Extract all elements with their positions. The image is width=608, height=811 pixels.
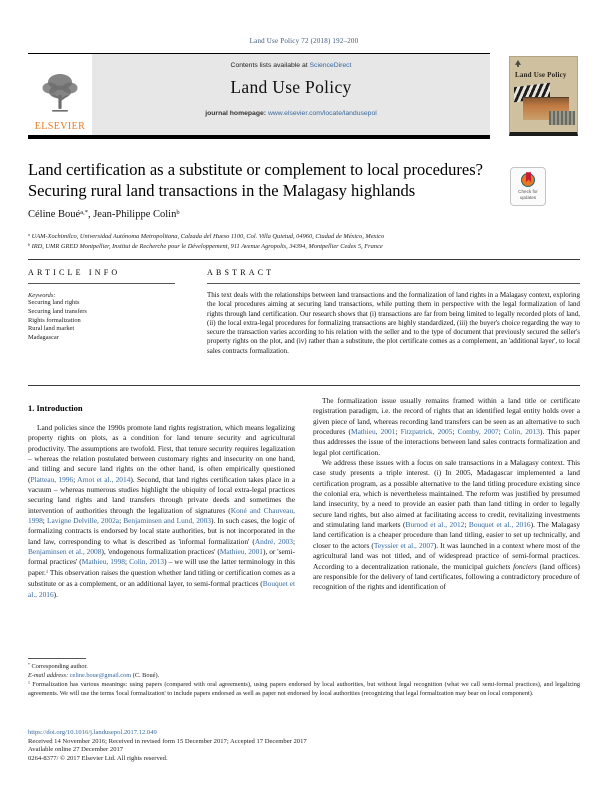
text-segment: ). It was launched in a context where most of the agricultural land was not titled, and of widespread practice of semi-formal practices. According to a decentralization rationale, the municipal <box>313 540 580 571</box>
text-segment: 1 <box>45 568 49 574</box>
citation-link[interactable]: Fitzpatrick, 2005 <box>400 427 453 437</box>
issn-copyright: 0264-8377/ © 2017 Elsevier Ltd. All rights reserved. <box>28 754 168 762</box>
text-segment: This observation raises the question whether land titling or certification comes as a substitute or as a complement, or an additional layer, to semi-formal practices ( <box>28 567 295 589</box>
citation-link[interactable]: Benjaminsen et al., 2008 <box>28 547 102 557</box>
text-segment: ; <box>42 516 47 526</box>
text-segment: ; <box>395 427 401 437</box>
text-segment: ), or 'semi-formal practices' ( <box>28 547 295 567</box>
available-online: Available online 27 December 2017 <box>28 746 124 753</box>
paragraph <box>28 423 295 600</box>
citation-link[interactable]: Teyssier et al., 2007 <box>373 540 434 550</box>
citation-link[interactable]: Burnod et al., 2012 <box>405 520 465 530</box>
article-info-rule <box>28 283 175 284</box>
text-segment: Corresponding author. <box>29 663 88 670</box>
citation-link[interactable]: Mathieu, 2001 <box>219 547 263 557</box>
affiliation-b <box>28 242 384 252</box>
check-for-updates-label: Check for updates <box>518 189 538 200</box>
footnote-1 <box>28 681 580 698</box>
text-segment: ; <box>73 474 78 484</box>
text-segment: ; <box>292 536 295 546</box>
keyword: Securing land transfers <box>28 307 87 315</box>
citation-link[interactable]: Mathieu, 2001 <box>351 427 396 437</box>
article-info-column <box>28 268 175 356</box>
text-segment: E-mail address: <box>28 671 70 679</box>
article-info-heading: ARTICLE INFO <box>28 268 121 277</box>
article-title-line2: Securing rural land transactions in the Malagasy highlands <box>28 181 416 200</box>
info-abstract-section <box>28 268 580 356</box>
text-segment: (land offices) are responsible for the delivery of land certificates, following a contradictory procedure of recognition of the rights and identification of <box>313 561 580 592</box>
email-line <box>28 672 580 681</box>
text-segment: ). In such cases, the logic of formalizing contracts is endorsed by local state authorities, but is not incorporated in the land law, corresponding to what is described as 'informal formalization' ( <box>28 516 295 546</box>
affiliation-a <box>28 232 384 242</box>
text-segment: ; <box>119 516 124 526</box>
text-segment: ), 'endogenous formalization practices' ( <box>101 547 220 557</box>
journal-title: Land Use Policy <box>230 77 352 97</box>
abstract-column <box>207 268 580 356</box>
citation-link[interactable]: Bouquet et al., 2016 <box>468 520 531 530</box>
text-segment: journal homepage: <box>205 110 268 117</box>
text-segment: ; <box>498 427 504 437</box>
citation-link[interactable]: Colin, 2013 <box>129 557 165 567</box>
text-segment: ; <box>464 520 469 530</box>
journal-citation: Land Use Policy 72 (2018) 192–200 <box>249 37 359 45</box>
text-segment: ). Second, that land rights certification takes place in a vacuum – whereas numerous studies highlight the ubiquity of local extra-legal practices securing land rights and land transfers through private deeds and sometimes the intervention of authorities through the legalization of signatures ( <box>28 474 295 515</box>
text-segment: b <box>28 241 30 247</box>
text-segment: ). The Malagasy land certification is a cheaper procedure than land titling, easier to set up technically, and closer to the actors ( <box>313 520 581 550</box>
footnote-rule <box>28 658 86 659</box>
text-segment: We address these issues with a focus on sale transactions in a Malagasy context. This case study presents a triple interest. (i) In 2005, Madagascar implemented a land certification program, as a possible alternative to the land titling procedure existing since the colonial era, which is nevertheless maintained. The reform was justified by presumed land insecurity, by a need to provide an easier path than land titling in order to legally secure land rights, but also aimed at facilitating access to credit, revitalizing investments and stimulating land markets ( <box>313 458 580 530</box>
text-segment: UAM-Xochimilco, Universidad Autónoma Metropolitana, Calzada del Hueso 1100, Col. Villa Quietud, 04960, Ciudad de México, Mexico <box>29 233 385 240</box>
text-segment: 1 <box>28 681 30 686</box>
journal-cover-thumbnail <box>509 56 578 136</box>
text-segment: The formalization issue usually remains framed within a land title or certificate registration paradigm, i.e. the record of rights that an identified legal entity holds over a given piece of land, whereas recording land transfers can be seen as an alternative to such procedures ( <box>313 396 580 437</box>
cover-mini-logo-icon <box>515 60 521 67</box>
article-body <box>28 396 580 600</box>
keyword: Securing land rights <box>28 299 80 306</box>
journal-homepage-link[interactable]: www.elsevier.com/locate/landusepol <box>267 110 377 117</box>
corresponding-author-note <box>28 663 580 672</box>
paragraph <box>313 458 580 592</box>
cover-city-photo <box>549 111 575 125</box>
sciencedirect-link[interactable]: ScienceDirect <box>309 62 352 69</box>
elsevier-logo <box>28 54 92 135</box>
check-for-updates-badge[interactable] <box>510 167 546 206</box>
abstract-rule <box>207 283 580 284</box>
text-segment: Land policies since the 1990s promote land rights registration, which means legalizing property rights on plots, as a condition for land tenure security and agricultural productivity. The assumptions are twofold. First, that tenure security requires legalization – whereas the relation postulated between customary rights and insecurity on one hand, and titling and secure land rights on the other hand, is often empirically questioned ( <box>28 423 295 484</box>
article-title-line1: Land certification as a substitute or complement to local procedures? <box>28 160 483 179</box>
affiliations <box>28 232 384 251</box>
email-link[interactable]: celine.boue@gmail.com <box>69 671 132 679</box>
paragraph <box>313 396 580 458</box>
text-segment: ). <box>53 589 58 599</box>
text-segment: a,* <box>80 209 88 217</box>
citation-link[interactable]: André, 2003 <box>254 536 293 546</box>
text-segment: ). This paper thus addresses the issue of the interactions between land sales contracts formalization and legal plot certification. <box>313 427 580 457</box>
journal-homepage-line <box>96 110 486 117</box>
abstract-text: This text deals with the relationships between land transactions and the formalization of land rights in a Malagasy context, exploring the local procedures aiming at securing land transactions, while putting them in perspective with the legal formalization of land rights through land certification. Our research shows that (i) transactions are far from being limited to legally recorded plots of land, (ii) the local extra-legal procedures for formalizing transactions are highly standardized, (iii) the buyer's choice regarding the way to secure the transaction varies according to his relation with the seller and to the type of document that previously secured the seller's property rights on the plot, and (iv) rather than a substitute, the plot certificate comes as a complement, an 'additional layer', to local sales contracts formalization. <box>207 291 580 355</box>
author-line <box>28 209 180 220</box>
text-segment: a <box>28 232 30 238</box>
text-segment: ; <box>452 427 458 437</box>
elsevier-tree-icon <box>40 71 80 120</box>
divider-rule-abstract-bottom <box>28 385 580 386</box>
text-segment: Formalization has various meanings: using papers (compared with oral agreements), using papers endorsed by local authorities, but without legal recognition (what we call semi-formal practices), and legalizing agreements. We will use the terms 'local formalization' to include papers endorsed as well as paper not endorsed by local authorities (recognizing that legal formalization may bear on local component). <box>28 681 580 697</box>
received-dates: Received 14 November 2016; Received in revised form 15 December 2017; Accepted 17 December 2017 <box>28 737 307 745</box>
text-segment: , Jean-Philippe Colin <box>87 209 177 220</box>
citation-link[interactable]: Koné and Chauveau, 1998 <box>28 505 295 526</box>
text-segment: b <box>176 209 180 217</box>
body-column-left <box>28 396 295 600</box>
text-segment: * <box>28 663 30 668</box>
masthead-box <box>92 54 490 135</box>
citation-link[interactable]: Comby, 2007 <box>457 427 499 437</box>
text-segment: ; <box>125 557 130 567</box>
citation-link[interactable]: Mathieu, 1998 <box>81 557 126 567</box>
text-segment: guichets fonciers <box>485 561 537 571</box>
elsevier-wordmark: ELSEVIER <box>34 121 86 132</box>
crossmark-icon <box>521 173 535 187</box>
doi-link[interactable]: https://doi.org/10.1016/j.landusepol.2017.12.049 <box>28 729 157 736</box>
section-heading-introduction: 1. Introduction <box>28 403 83 413</box>
text-segment: (C. Boué). <box>131 671 160 679</box>
contents-availability-line <box>96 62 486 69</box>
text-segment: ) – we will use the latter terminology in this paper. <box>28 557 296 577</box>
citation-link[interactable]: Benjaminsen and Lund, 2003 <box>123 516 211 526</box>
footnotes <box>28 658 580 698</box>
cover-journal-title: Land Use Policy <box>515 71 567 79</box>
citation-link[interactable]: Lavigne Delville, 2002a <box>46 516 120 526</box>
keywords-label: Keywords: <box>28 292 56 299</box>
text-segment: Céline Boué <box>28 209 81 220</box>
citation-link[interactable]: Colin, 2013 <box>503 427 540 437</box>
article-title <box>28 159 498 201</box>
keyword: Rights formalization <box>28 316 81 324</box>
citation-link[interactable]: Arnot et al., 2014 <box>77 474 131 484</box>
keyword: Rural land market <box>28 325 75 333</box>
citation-link[interactable]: Platteau, 1996 <box>30 474 74 484</box>
divider-rule-top <box>28 259 580 260</box>
keyword: Madagascar <box>28 334 59 342</box>
text-segment: Contents lists available at <box>230 62 310 69</box>
citation-link[interactable]: Bouquet et al., 2016 <box>28 579 295 599</box>
body-column-right <box>313 396 580 600</box>
journal-header <box>28 53 490 139</box>
article-footer <box>28 729 580 763</box>
crossmark-bookmark-icon <box>526 172 531 182</box>
text-segment: IRD, UMR GRED Montpellier, Institut de Recherche pour le Développement, 911 Avenue Agropolis, 34394, Montpellier Cedex 5, France <box>29 242 383 250</box>
abstract-heading: ABSTRACT <box>207 268 275 277</box>
header-divider-bar <box>28 135 490 139</box>
